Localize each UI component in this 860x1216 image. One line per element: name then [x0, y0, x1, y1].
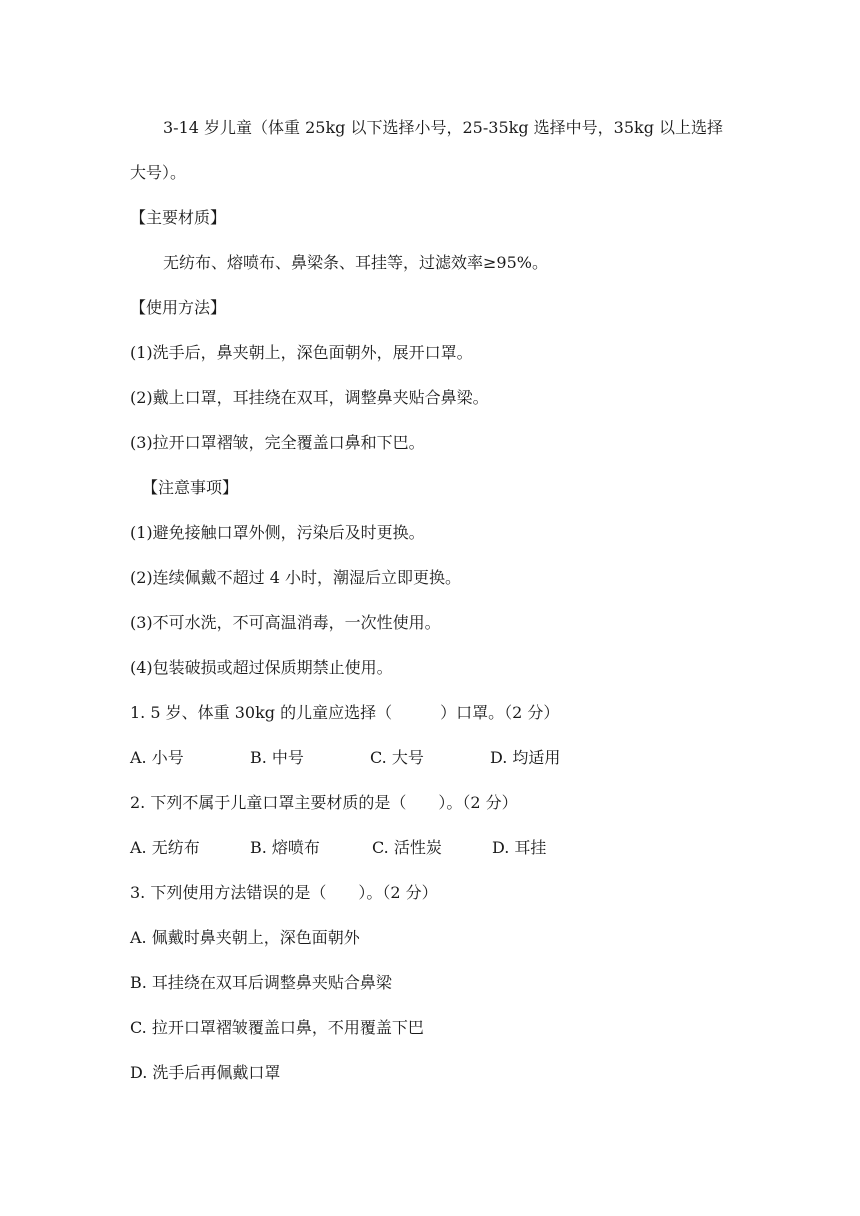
materials-heading: 【主要材质】: [130, 208, 227, 227]
usage-step-1: (1)洗手后，鼻夹朝上，深色面朝外，展开口罩。: [130, 343, 473, 362]
question-1-stem: 1. 5 岁、体重 30kg 的儿童应选择（ ）口罩。（2 分）: [130, 703, 560, 722]
notes-item-4: (4)包装破损或超过保质期禁止使用。: [130, 658, 393, 677]
intro-line-2: 大号）。: [130, 163, 187, 182]
question-2-stem: 2. 下列不属于儿童口罩主要材质的是（ ）。（2 分）: [130, 793, 518, 812]
question-1-option-c: C. 大号: [370, 748, 424, 767]
notes-heading: 【注意事项】: [142, 478, 239, 497]
question-3-option-c: C. 拉开口罩褶皱覆盖口鼻，不用覆盖下巴: [130, 1018, 424, 1037]
question-2-option-a: A. 无纺布: [130, 838, 200, 857]
usage-heading: 【使用方法】: [130, 298, 227, 317]
question-1-option-d: D. 均适用: [490, 748, 561, 767]
question-1-option-b: B. 中号: [250, 748, 304, 767]
question-1-options: [130, 748, 560, 768]
notes-item-1: (1)避免接触口罩外侧，污染后及时更换。: [130, 523, 425, 542]
notes-item-2: (2)连续佩戴不超过 4 小时，潮湿后立即更换。: [130, 568, 462, 587]
question-2-option-d: D. 耳挂: [492, 838, 547, 857]
question-3-option-d: D. 洗手后再佩戴口罩: [130, 1063, 281, 1082]
notes-item-3: (3)不可水洗，不可高温消毒，一次性使用。: [130, 613, 441, 632]
question-2-options: [130, 838, 546, 858]
usage-step-2: (2)戴上口罩，耳挂绕在双耳，调整鼻夹贴合鼻梁。: [130, 388, 489, 407]
question-3-option-b: B. 耳挂绕在双耳后调整鼻夹贴合鼻梁: [130, 973, 392, 992]
intro-line-1: 3-14 岁儿童（体重 25kg 以下选择小号，25-35kg 选择中号，35kg 以上选择: [163, 118, 724, 137]
question-2-option-b: B. 熔喷布: [250, 838, 320, 857]
question-3-stem: 3. 下列使用方法错误的是（ ）。（2 分）: [130, 883, 438, 902]
question-2-option-c: C. 活性炭: [372, 838, 442, 857]
usage-step-3: (3)拉开口罩褶皱，完全覆盖口鼻和下巴。: [130, 433, 425, 452]
question-1-option-a: A. 小号: [130, 748, 184, 767]
question-3-option-a: A. 佩戴时鼻夹朝上，深色面朝外: [130, 928, 360, 947]
materials-text: 无纺布、熔喷布、鼻梁条、耳挂等，过滤效率≥95%。: [163, 253, 548, 272]
